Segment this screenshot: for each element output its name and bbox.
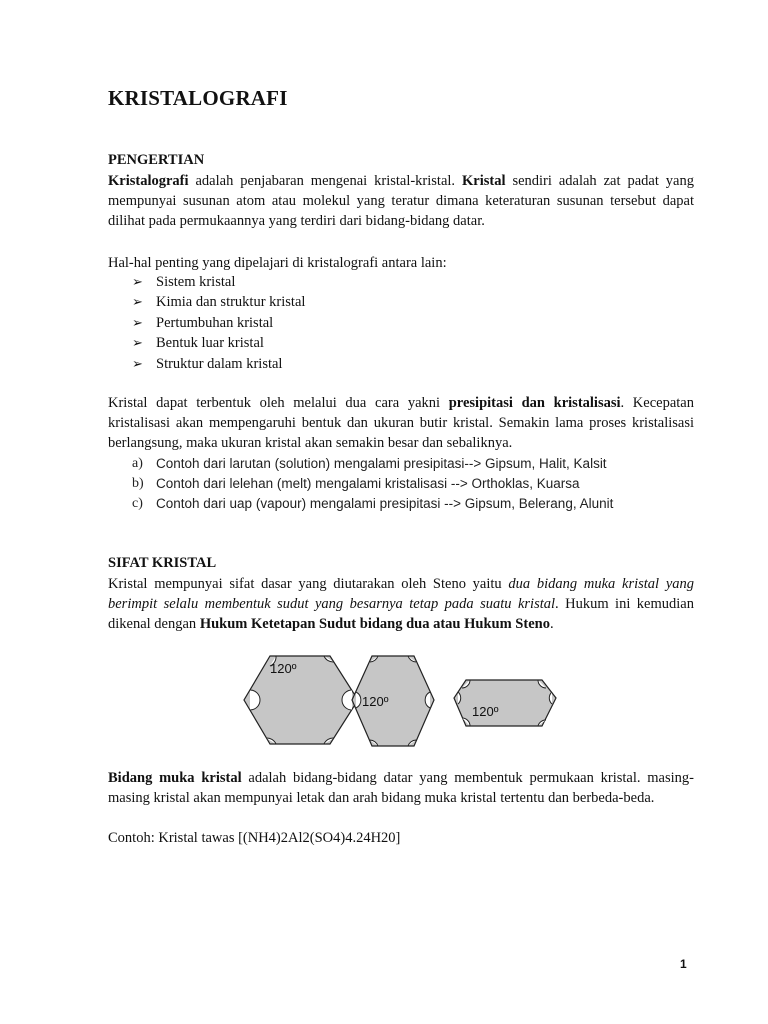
pengertian-heading: PENGERTIAN: [108, 152, 205, 168]
arrow-bullet-icon: ➢: [132, 274, 143, 289]
list-item: [108, 494, 613, 514]
list-item: [108, 454, 613, 474]
list-item-text: Sistem kristal: [156, 274, 236, 290]
list-item-text: Bentuk luar kristal: [156, 335, 264, 352]
list-item-text: Contoh dari lelehan (melt) mengalami kristalisasi --> Orthoklas, Kuarsa: [156, 476, 580, 491]
list-item: [108, 354, 305, 374]
list-item-text: Kimia dan struktur kristal: [156, 294, 306, 311]
sifat-text-3: .: [549, 616, 554, 632]
formation-paragraph: [108, 393, 694, 453]
sifat-text-1: Kristal mempunyai sifat dasar yang diutarakan oleh Steno yaitu: [108, 576, 509, 592]
arrow-bullet-icon: ➢: [132, 314, 143, 330]
crystal-angle-figure: [240, 652, 560, 752]
list-item: [108, 474, 613, 494]
list-marker: b): [132, 476, 144, 491]
term-kristalografi: Kristalografi: [108, 173, 189, 189]
crystal-hexagon-3: [454, 680, 556, 726]
list-item-text: Struktur dalam kristal: [156, 355, 283, 372]
bidang-text: adalah bidang-bidang datar yang membentuk permukaan kristal. masing-masing kristal akan mempunyai letak dan arah bidang muka kristal tertentu dan berbeda-beda.: [108, 770, 694, 806]
pengertian-paragraph: [108, 171, 694, 231]
formation-bold: presipitasi dan kristalisasi: [448, 395, 621, 411]
topics-list: [108, 272, 305, 374]
crystal-hexagon-2: [352, 656, 434, 746]
examples-list: [108, 454, 613, 514]
angle-label: 120º: [472, 704, 499, 719]
list-item: [108, 313, 305, 333]
pengertian-text-2: sendiri adalah zat padat yang mempunyai susunan atom atau molekul yang teratur dimana keteraturan susunan tersebut dapat dilihat pada permukaannya yang terdiri dari bidang-bidang datar.: [108, 173, 694, 229]
crystal-hexagon-1: [244, 656, 358, 744]
pengertian-text-1: adalah penjabaran mengenai kristal-kristal.: [188, 173, 462, 189]
bidang-paragraph: [108, 768, 694, 808]
formation-text-1: Kristal dapat terbentuk oleh melalui dua cara yakni: [108, 395, 449, 411]
page-number: 1: [680, 957, 687, 971]
sifat-paragraph: [108, 574, 694, 634]
list-marker: c): [132, 496, 143, 511]
angle-label: 120º: [362, 694, 389, 709]
arrow-bullet-icon: ➢: [132, 294, 143, 310]
steno-quote: dua bidang muka kristal yang berimpit selalu membentuk sudut yang besarnya tetap pada suatu kristal: [108, 576, 694, 612]
list-item: [108, 272, 305, 292]
sifat-heading: SIFAT KRISTAL: [108, 555, 217, 571]
list-item: [108, 292, 305, 312]
angle-label: 120º: [270, 661, 297, 676]
list-item-text: Contoh dari uap (vapour) mengalami presipitasi --> Gipsum, Belerang, Alunit: [156, 496, 614, 511]
page-title: KRISTALOGRAFI: [108, 86, 288, 110]
list-item-text: Pertumbuhan kristal: [156, 314, 274, 331]
bidang-example: Contoh: Kristal tawas [(NH4)2Al2(SO4)4.24H20]: [108, 830, 401, 846]
arrow-bullet-icon: ➢: [132, 355, 143, 371]
topics-intro: Hal-hal penting yang dipelajari di kristalografi antara lain:: [108, 255, 447, 271]
term-kristal: Kristal: [462, 173, 506, 189]
hexagon-shape: [454, 680, 556, 726]
term-bidang-muka-kristal: Bidang muka kristal: [108, 770, 242, 786]
arrow-bullet-icon: ➢: [132, 335, 143, 351]
list-item: [108, 333, 305, 353]
list-item-text: Contoh dari larutan (solution) mengalami presipitasi--> Gipsum, Halit, Kalsit: [156, 456, 607, 471]
hukum-steno: Hukum Ketetapan Sudut bidang dua atau Hukum Steno: [199, 616, 550, 632]
hexagon-shape: [244, 656, 358, 744]
formation-text-2: . Kecepatan kristalisasi akan mempengaruhi bentuk dan ukuran butir kristal. Semakin lama proses kristalisasi berlangsung, maka ukuran kristal akan semakin besar dan sebaliknya.: [108, 395, 694, 451]
sifat-text-2: . Hukum ini kemudian dikenal dengan: [108, 596, 694, 632]
list-marker: a): [132, 456, 143, 471]
